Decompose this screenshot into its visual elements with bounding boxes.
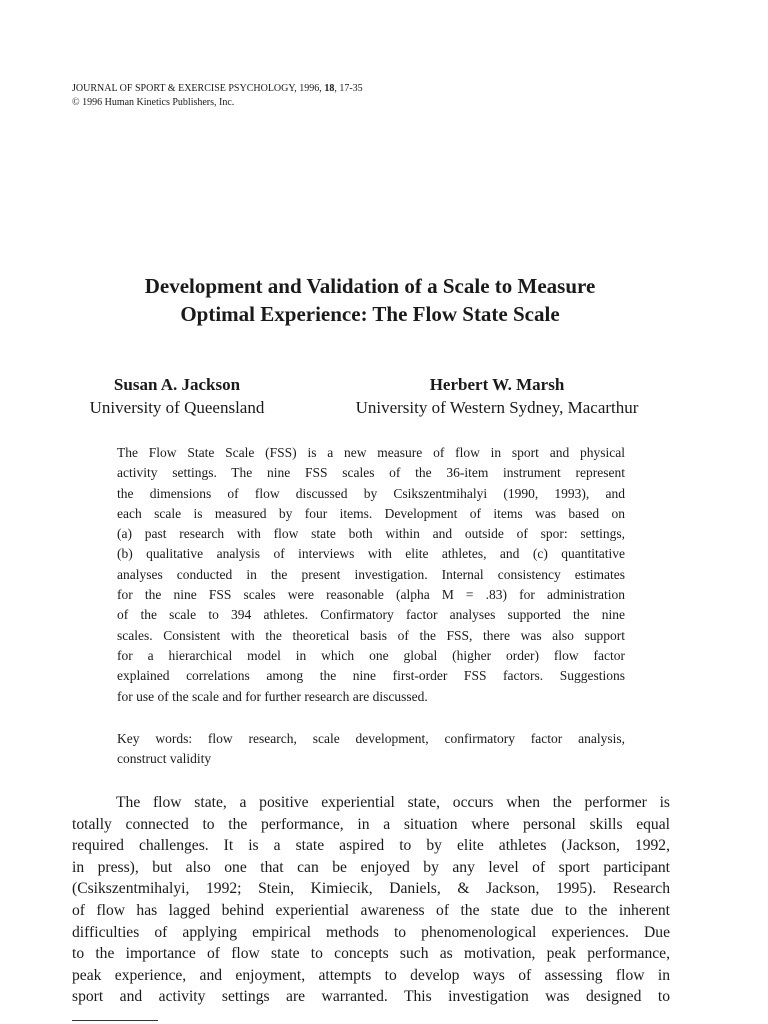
author-name: Herbert W. Marsh — [429, 375, 565, 394]
author-block-1 — [70, 374, 284, 420]
body-line: difficulties of applying empirical methods to phenomenological experiences. Due — [72, 923, 670, 941]
author-affiliation: University of Queensland — [89, 398, 265, 417]
author-name: Susan A. Jackson — [113, 375, 241, 394]
keywords-line: Key words: flow research, scale development, confirmatory factor analysis, — [117, 731, 625, 746]
keywords-line: construct validity — [117, 751, 212, 766]
body-line: required challenges. It is a state aspired to by elite athletes (Jackson, 1992, — [72, 837, 670, 855]
abstract-line: for a hierarchical model in which one global (higher order) flow factor — [117, 647, 625, 663]
journal-pages: , 17-35 — [334, 83, 363, 94]
body-line: in press), but also one that can be enjoyed by any level of sport participant — [72, 858, 670, 876]
body-line: sport and activity settings are warranted. This investigation was designed to — [72, 988, 670, 1006]
body-line: to the importance of flow state to concepts such as motivation, peak performance, — [72, 945, 670, 963]
journal-header — [72, 82, 363, 110]
abstract-line: explained correlations among the nine first-order FSS factors. Suggestions — [117, 668, 625, 684]
footnote-rule — [72, 1020, 158, 1021]
abstract-line: for use of the scale and for further research are discussed. — [117, 688, 428, 704]
abstract-line: the dimensions of flow discussed by Csikszentmihalyi (1990, 1993), and — [117, 485, 625, 501]
article-title-line-2: Optimal Experience: The Flow State Scale — [180, 302, 560, 326]
abstract-line: scales. Consistent with the theoretical basis of the FSS, there was also support — [117, 627, 625, 643]
body-line: The flow state, a positive experiential state, occurs when the performer is — [116, 794, 670, 811]
abstract-line: The Flow State Scale (FSS) is a new measure of flow in sport and physical — [117, 445, 625, 460]
body-line: (Csikszentmihalyi, 1992; Stein, Kimiecik, Daniels, & Jackson, 1995). Research — [72, 880, 670, 898]
journal-citation — [72, 82, 363, 96]
abstract-line: (b) qualitative analysis of interviews with elite athletes, and (c) quantitative — [117, 546, 625, 562]
body-line: totally connected to the performance, in a situation where personal skills equal — [72, 815, 670, 833]
abstract — [117, 443, 625, 707]
abstract-line: activity settings. The nine FSS scales of the 36-item instrument represent — [117, 465, 625, 481]
journal-citation-prefix: JOURNAL OF SPORT & EXERCISE PSYCHOLOGY, 1996, — [72, 83, 325, 94]
journal-volume: 18 — [324, 83, 335, 94]
abstract-line: of the scale to 394 athletes. Confirmatory factor analyses supported the nine — [117, 607, 625, 623]
article-title-line-1: Development and Validation of a Scale to Measure — [144, 274, 596, 298]
abstract-line: for the nine FSS scales were reasonable (alpha M = .83) for administration — [117, 587, 625, 603]
abstract-line: each scale is measured by four items. Development of items was based on — [117, 505, 625, 521]
article-title — [60, 272, 680, 328]
abstract-line: analyses conducted in the present investigation. Internal consistency estimates — [117, 566, 625, 582]
body-line: peak experience, and enjoyment, attempts to develop ways of assessing flow in — [72, 966, 670, 984]
author-affiliation: University of Western Sydney, Macarthur — [355, 398, 639, 417]
body-paragraph — [72, 792, 670, 1008]
author-block-2 — [322, 374, 672, 420]
body-line: of flow has lagged behind experiential awareness of the state due to the inherent — [72, 901, 670, 919]
keywords — [117, 729, 625, 769]
journal-copyright: © 1996 Human Kinetics Publishers, Inc. — [72, 97, 235, 108]
abstract-line: (a) past research with flow state both within and outside of spor: settings, — [117, 526, 625, 542]
